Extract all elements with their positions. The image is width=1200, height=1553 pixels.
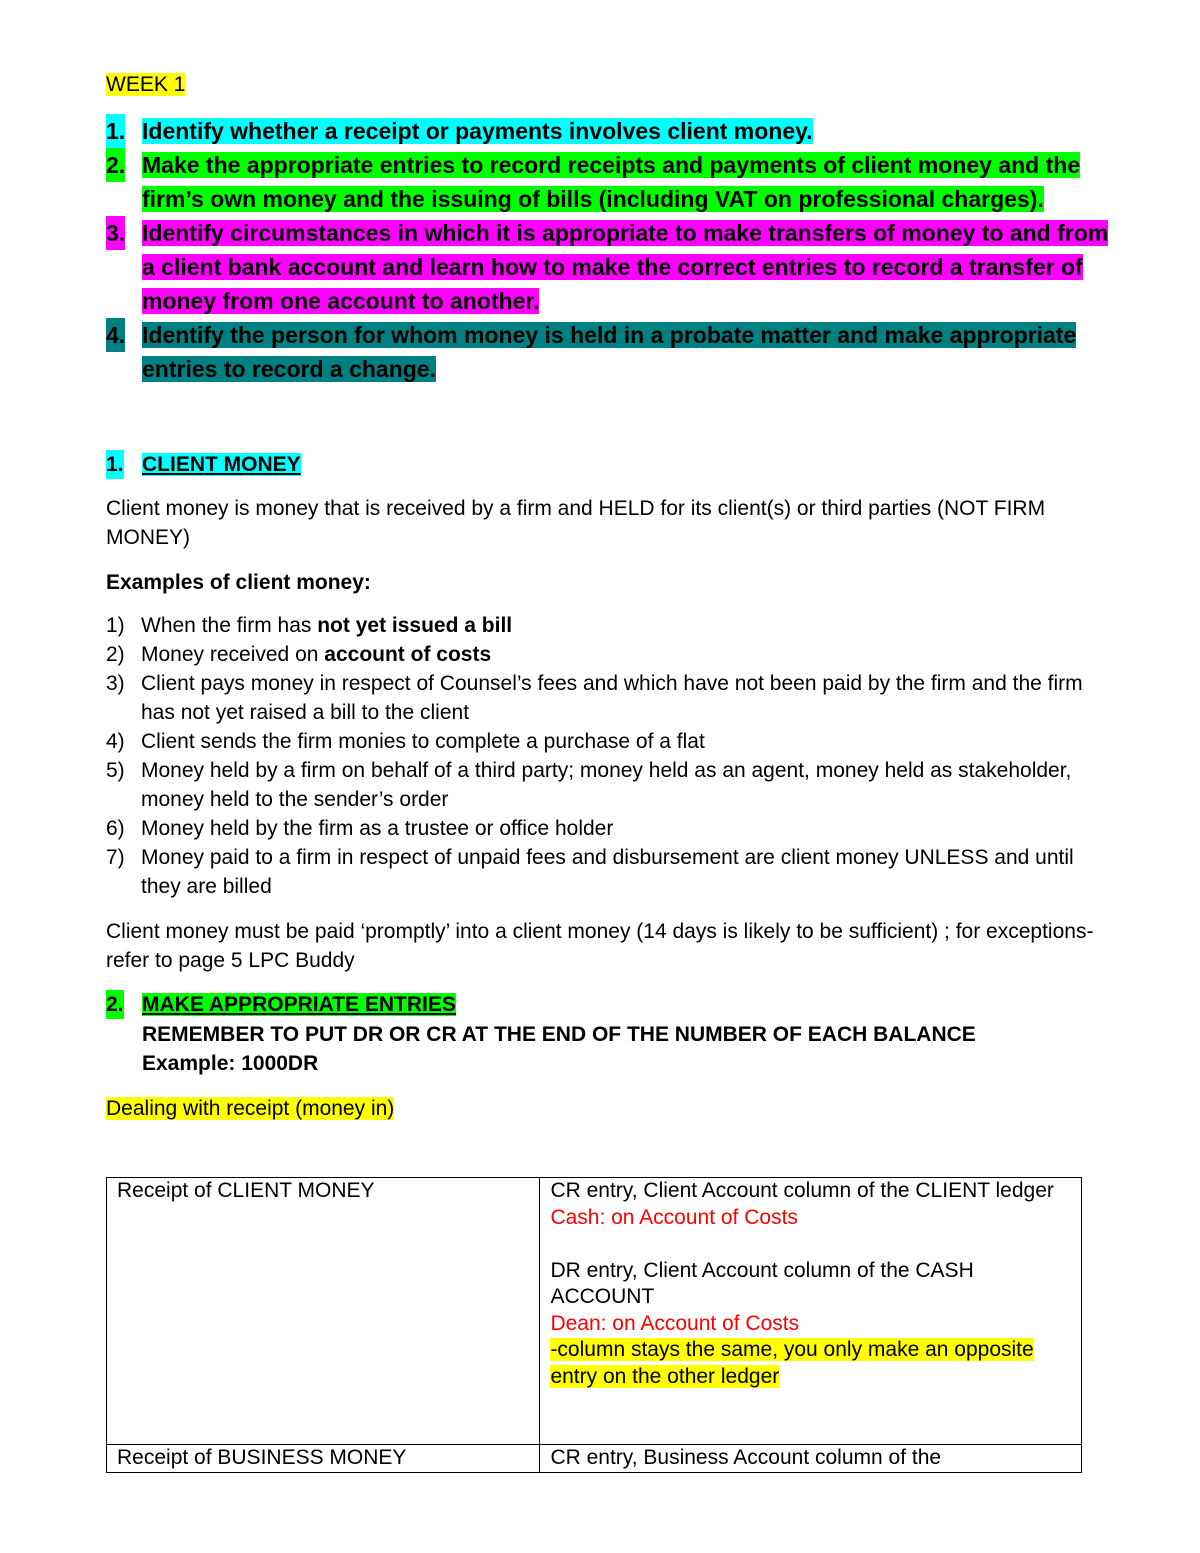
dr-cr-reminder: REMEMBER TO PUT DR OR CR AT THE END OF THE NUMBER OF EACH BALANCE Example: 1000DR <box>142 1023 976 1075</box>
section-2-heading: 2. MAKE APPROPRIATE ENTRIES <box>106 990 1116 1020</box>
list-item: 6) Money held by the firm as a trustee or office holder <box>106 817 614 840</box>
list-item: 7) Money paid to a firm in respect of unpaid fees and disbursement are client money UNLESS and until they are billed <box>106 846 1074 898</box>
entries-table <box>106 1177 1082 1473</box>
objectives-list <box>106 114 1116 386</box>
table-cell: CR entry, Client Account column of the CLIENT ledger Cash: on Account of Costs DR entry, Client Account column of the CASH ACCOUNT Dean: on Account of Costs -column stays the same, you only make an opposite entry on the other ledger <box>540 1178 1082 1445</box>
objective-item: 1. Identify whether a receipt or payments involves client money. <box>106 114 1116 148</box>
list-item: 5) Money held by a firm on behalf of a third party; money held as an agent, money held as stakeholder, money held to the sender’s order <box>106 759 1072 811</box>
section-1-heading: 1. CLIENT MONEY <box>106 450 1116 480</box>
week-label: WEEK 1 <box>106 73 186 96</box>
objective-item: 2. Make the appropriate entries to record receipts and payments of client money and the firm’s own money and the issuing of bills (including VAT on professional charges). <box>106 148 1116 216</box>
objective-item: 3. Identify circumstances in which it is appropriate to make transfers of money to and from a client bank account and learn how to make the correct entries to record a transfer of money from one account to another. <box>106 216 1116 318</box>
table-row <box>107 1178 1082 1445</box>
objective-text: Identify whether a receipt or payments involves client money. <box>142 118 813 144</box>
objective-text: Identify the person for whom money is held in a probate matter and make appropriate entries to record a change. <box>142 322 1077 382</box>
table-cell: Receipt of CLIENT MONEY <box>107 1178 540 1445</box>
list-item: 1) When the firm has not yet issued a bill <box>106 614 513 637</box>
prompt-payment-note: Client money must be paid ‘promptly’ into a client money (14 days is likely to be sufficient) ; for exceptions- refer to page 5 LPC Buddy <box>106 920 1094 972</box>
objective-text: Make the appropriate entries to record receipts and payments of client money and the firm’s own money and the issuing of bills (including VAT on professional charges). <box>142 152 1081 212</box>
table-row <box>107 1445 1082 1473</box>
receipt-subheading: Dealing with receipt (money in) <box>106 1097 395 1120</box>
objective-text: Identify circumstances in which it is appropriate to make transfers of money to and from a client bank account and learn how to make the correct entries to record a transfer of money from one account to another. <box>142 220 1109 314</box>
document-page <box>106 70 1116 1469</box>
examples-heading: Examples of client money: <box>106 571 371 594</box>
table-cell: Receipt of BUSINESS MONEY <box>107 1445 540 1473</box>
examples-list <box>106 611 1116 901</box>
table-cell: CR entry, Business Account column of the <box>540 1445 1082 1473</box>
objective-item: 4. Identify the person for whom money is held in a probate matter and make appropriate entries to record a change. <box>106 318 1116 386</box>
client-money-definition: Client money is money that is received by a firm and HELD for its client(s) or third parties (NOT FIRM MONEY) <box>106 497 1046 549</box>
list-item: 3) Client pays money in respect of Counsel’s fees and which have not been paid by the firm and the firm has not yet raised a bill to the client <box>106 672 1083 724</box>
list-item: 2) Money received on account of costs <box>106 643 492 666</box>
list-item: 4) Client sends the firm monies to complete a purchase of a flat <box>106 730 705 753</box>
